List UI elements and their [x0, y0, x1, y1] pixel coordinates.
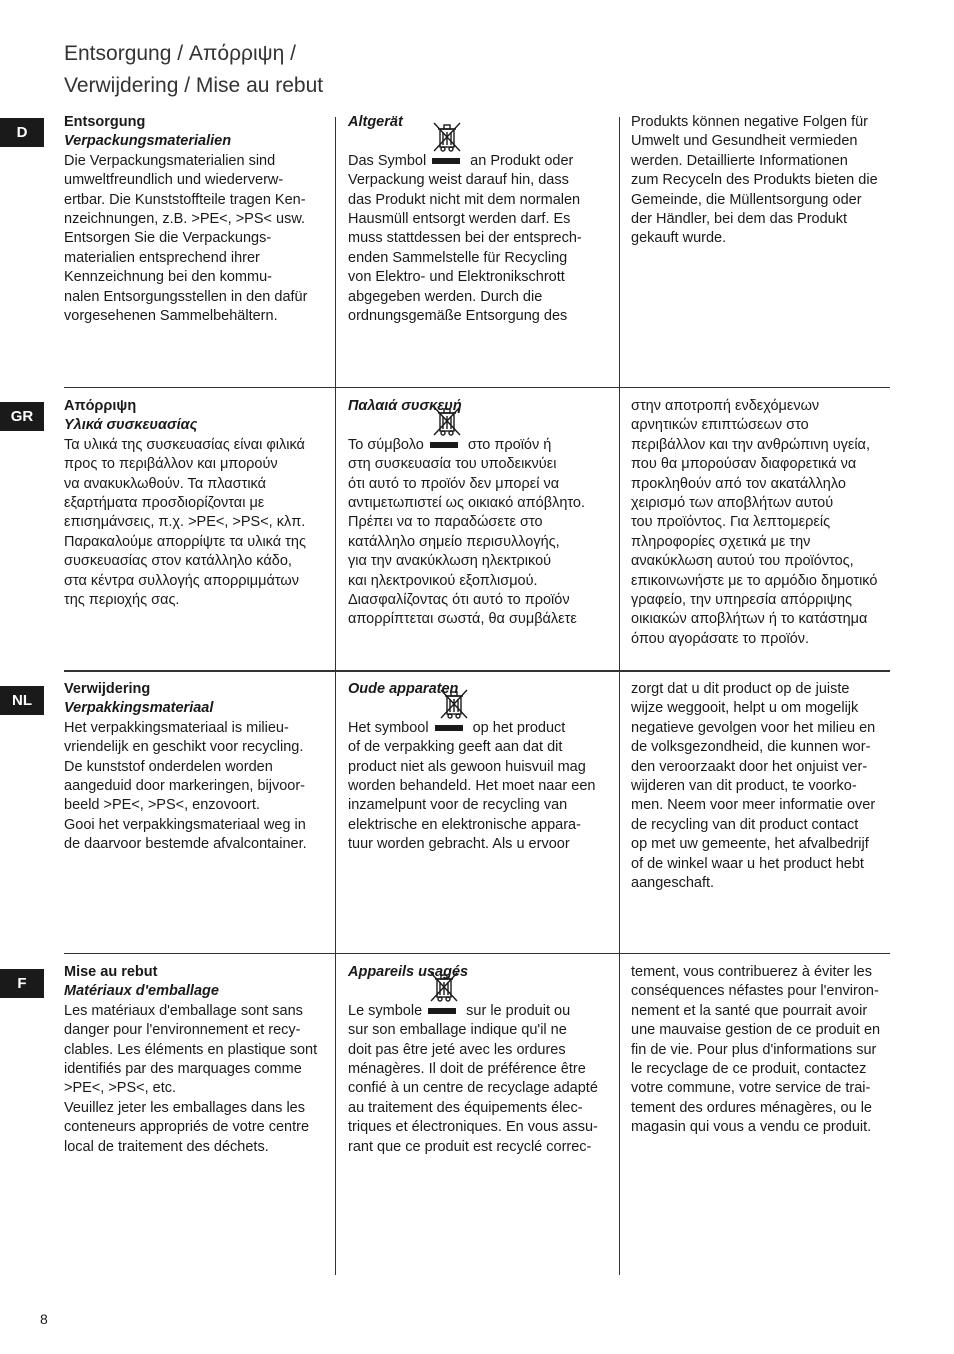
- text-line: Gooi het verpakkingsmateriaal weg in: [64, 816, 306, 833]
- crossed-bin-icon: [430, 404, 464, 438]
- text-line: πληροφορίες σχετικά με την: [631, 533, 811, 550]
- text-line: identifiés par des marquages comme: [64, 1061, 302, 1078]
- text-line: του προϊόντος. Για λεπτομερείς: [631, 514, 831, 531]
- page-title-line1: Entsorgung / Απόρριψη /: [64, 42, 296, 65]
- text-line: να ανακυκλωθούν. Τα πλαστικά: [64, 475, 267, 492]
- text-line: γραφείο, την υπηρεσία απόρριψης: [631, 592, 853, 609]
- text-line: κατάλληλο σημείο περισυλλογής,: [348, 533, 560, 550]
- text-line: Veuillez jeter les emballages dans les: [64, 1099, 305, 1116]
- text-line: Hausmüll entsorgt werden darf. Es: [348, 211, 571, 228]
- text-line: στην αποτροπή ενδεχόμενων: [631, 398, 820, 414]
- column-heading: Παλαιά συσκευή: [348, 398, 462, 414]
- text-line: une mauvaise gestion de ce produit en: [631, 1022, 881, 1039]
- packaging-column: [64, 113, 307, 326]
- column-heading: Oude apparaten: [348, 681, 459, 697]
- text-line: όπου αγοράσατε το προϊόν.: [631, 630, 810, 647]
- text-line: προκληθούν από τον ακατάλληλο: [631, 475, 846, 492]
- text-line: απορρίπτεται σωστά, θα συμβάλετε: [348, 611, 577, 628]
- text-line: ανακύκλωση αυτού του προϊόντος,: [631, 553, 854, 570]
- text-line: Gemeinde, die Müllentsorgung oder: [631, 191, 862, 208]
- language-tag: D: [0, 118, 44, 147]
- section-divider: [64, 953, 890, 954]
- text-line: den veroorzaakt door het onjuist ver-: [631, 758, 868, 775]
- text-line: of de verpakking geeft aan dat dit: [348, 739, 563, 756]
- text-line: αντιμετωπιστεί ως οικιακό απόβλητο.: [348, 495, 586, 512]
- text-line: nement et la santé que pourrait avoir: [631, 1002, 868, 1019]
- section-subheading: Verpakkingsmateriaal: [64, 700, 214, 717]
- text-line: de daarvoor bestemde afvalcontainer.: [64, 836, 307, 853]
- text-line: muss stattdessen bei der entsprech-: [348, 230, 582, 247]
- text-line: Entsorgen Sie die Verpackungs-: [64, 230, 272, 247]
- recycling-info-column: [631, 397, 877, 649]
- packaging-column: [64, 963, 317, 1157]
- crossed-bin-icon: [427, 970, 461, 1004]
- text-line: στη συσκευασία του υποδεικνύει: [348, 456, 557, 473]
- text-line: danger pour l'environnement et recy-: [64, 1022, 301, 1039]
- column-divider-1: [335, 117, 336, 1275]
- text-line: Les matériaux d'emballage sont sans: [64, 1002, 303, 1019]
- text-line: zorgt dat u dit product op de juiste: [631, 681, 850, 697]
- text-line: Παρακαλούμε απορρίψτε τα υλικά της: [64, 533, 306, 550]
- text-line: Umwelt und Gesundheit vermieden: [631, 133, 858, 150]
- section-divider: [64, 670, 890, 672]
- text-line: au traitement des équipements élec-: [348, 1099, 583, 1116]
- text-line: Kennzeichnung bei den kommu-: [64, 269, 272, 286]
- text-line: der Händler, bei dem das Produkt: [631, 211, 848, 228]
- column-heading: Appareils usagés: [348, 964, 469, 980]
- text-line: ertbar. Die Kunststoffteile tragen Ken-: [64, 191, 306, 208]
- page-title-line2: Verwijdering / Mise au rebut: [64, 74, 324, 97]
- text-line: op met uw gemeente, het afvalbedrijf: [631, 836, 869, 853]
- text-line: Διασφαλίζοντας ότι αυτό το προϊόν: [348, 592, 570, 609]
- page-number: 8: [40, 1311, 48, 1327]
- recycling-info-column: [631, 963, 880, 1138]
- text-line: επικοινωνήστε με το αρμόδιο δημοτικό: [631, 572, 878, 589]
- text-line: materialien entsprechend ihrer: [64, 249, 260, 266]
- symbol-text-before: Το σύμβολο: [348, 436, 424, 453]
- section-heading: Entsorgung: [64, 114, 146, 130]
- section-subheading: Matériaux d'emballage: [64, 983, 219, 1000]
- text-line: aangeduid door markeringen, bijvoor-: [64, 778, 306, 795]
- section-subheading: Υλικά συσκευασίας: [64, 417, 198, 434]
- symbol-text-after: an Produkt oder: [470, 152, 574, 169]
- text-line: magasin qui vous a vendu ce produit.: [631, 1119, 872, 1136]
- text-line: συσκευασίας στον κατάλληλο κάδο,: [64, 553, 292, 570]
- text-line: εξαρτήματα προσδιορίζονται με: [64, 495, 265, 512]
- text-line: Het verpakkingsmateriaal is milieu-: [64, 719, 289, 736]
- text-line: worden behandeld. Het moet naar een: [348, 778, 596, 795]
- text-line: product niet als gewoon huisvuil mag: [348, 758, 586, 775]
- text-line: beeld >PE<, >PS<, enzovoort.: [64, 797, 260, 814]
- text-line: που θα μπορούσαν διαφορετικά να: [631, 456, 857, 473]
- symbol-text-after: op het product: [472, 719, 566, 736]
- symbol-text-after: στο προϊόν ή: [467, 436, 552, 453]
- text-line: fin de vie. Pour plus d'informations sur: [631, 1041, 877, 1058]
- text-line: clables. Les éléments en plastique sont: [64, 1041, 318, 1058]
- text-line: nzeichnungen, z.B. >PE<, >PS< usw.: [64, 211, 306, 228]
- text-line: das Produkt nicht mit dem normalen: [348, 191, 581, 208]
- bar-icon: [428, 1008, 456, 1014]
- text-line: abgegeben werden. Durch die: [348, 288, 543, 305]
- packaging-column: [64, 680, 307, 855]
- text-line: local de traitement des déchets.: [64, 1138, 269, 1155]
- symbol-text-before: Das Symbol: [348, 152, 427, 169]
- column-heading: Altgerät: [348, 114, 403, 130]
- text-line: ordnungsgemäße Entsorgung des: [348, 308, 568, 325]
- text-line: werden. Detaillierte Informationen: [631, 152, 848, 169]
- symbol-text-after: sur le produit ou: [466, 1002, 571, 1019]
- section-heading: Verwijdering: [64, 681, 151, 697]
- text-line: nalen Entsorgungsstellen in den dafür: [64, 288, 308, 305]
- text-line: Die Verpackungsmaterialien sind: [64, 152, 276, 169]
- text-line: Πρέπει να το παραδώσετε στο: [348, 514, 543, 531]
- text-line: inzamelpunt voor de recycling van: [348, 797, 568, 814]
- text-line: στα κέντρα συλλογής απορριμμάτων: [64, 572, 299, 589]
- text-line: triques et électroniques. En vous assu-: [348, 1119, 598, 1136]
- text-line: προς το περιβάλλον και μπορούν: [64, 456, 278, 473]
- text-line: de recycling van dit product contact: [631, 816, 859, 833]
- symbol-text-before: Het symbool: [348, 719, 429, 736]
- language-tag: F: [0, 969, 44, 998]
- text-line: rant que ce produit est recyclé correc-: [348, 1138, 592, 1155]
- text-line: confié à un centre de recyclage adapté: [348, 1080, 598, 1097]
- language-tag: GR: [0, 402, 44, 431]
- section-divider: [64, 387, 890, 388]
- text-line: sur son emballage indique qu'il ne: [348, 1022, 567, 1039]
- crossed-bin-icon: [430, 120, 464, 154]
- text-line: von Elektro- und Elektronikschrott: [348, 269, 565, 286]
- text-line: tement, vous contribuerez à éviter les: [631, 964, 872, 980]
- column-divider-2: [619, 117, 620, 1275]
- text-line: conséquences néfastes pour l'environ-: [631, 983, 879, 1000]
- text-line: enden Sammelstelle für Recycling: [348, 249, 568, 266]
- old-appliance-column: [348, 397, 585, 630]
- text-line: de volksgezondheid, die kunnen wor-: [631, 739, 871, 756]
- text-line: De kunststof onderdelen worden: [64, 758, 273, 775]
- crossed-bin-icon: [437, 687, 471, 721]
- text-line: ότι αυτό το προϊόν δεν μπορεί να: [348, 475, 560, 492]
- recycling-info-column: [631, 680, 875, 893]
- text-line: elektrische en elektronische appara-: [348, 816, 581, 833]
- text-line: Verpackung weist darauf hin, dass: [348, 172, 569, 189]
- old-appliance-column: [348, 113, 582, 326]
- text-line: vriendelijk en geschikt voor recycling.: [64, 739, 304, 756]
- text-line: ménagères. Il doit de préférence être: [348, 1061, 586, 1078]
- bar-icon: [432, 158, 460, 164]
- packaging-column: [64, 397, 306, 610]
- text-line: περιβάλλον και την ανθρώπινη υγεία,: [631, 436, 870, 453]
- text-line: men. Neem voor meer informatie over: [631, 797, 876, 814]
- text-line: le recyclage de ce produit, contactez: [631, 1061, 867, 1078]
- bar-icon: [435, 725, 463, 731]
- text-line: για την ανακύκλωση ηλεκτρικού: [348, 553, 552, 570]
- text-line: tuur worden gebracht. Als u ervoor: [348, 836, 570, 853]
- text-line: >PE<, >PS<, etc.: [64, 1080, 177, 1097]
- section-heading: Mise au rebut: [64, 964, 158, 980]
- text-line: doit pas être jeté avec les ordures: [348, 1041, 566, 1058]
- text-line: gekauft wurde.: [631, 230, 727, 247]
- text-line: wijderen van dit product, te voorko-: [631, 778, 857, 795]
- text-line: vorgesehenen Sammelbehältern.: [64, 308, 278, 325]
- text-line: votre commune, votre service de trai-: [631, 1080, 871, 1097]
- old-appliance-column: [348, 680, 595, 855]
- text-line: και ηλεκτρονικού εξοπλισμού.: [348, 572, 538, 589]
- text-line: conteneurs appropriés de votre centre: [64, 1119, 310, 1136]
- text-line: negatieve gevolgen voor het milieu en: [631, 719, 876, 736]
- text-line: wijze weggooit, helpt u om mogelijk: [631, 700, 859, 717]
- symbol-text-before: Le symbole: [348, 1002, 423, 1019]
- text-line: Produkts können negative Folgen für: [631, 114, 868, 130]
- text-line: tement des ordures ménagères, ou le: [631, 1099, 872, 1116]
- text-line: οικιακών αποβλήτων ή το κατάστημα: [631, 611, 868, 628]
- old-appliance-column: [348, 963, 598, 1157]
- text-line: επισημάνσεις, π.χ. >PE<, >PS<, κλπ.: [64, 514, 306, 531]
- text-line: aangeschaft.: [631, 875, 715, 892]
- text-line: of de winkel waar u het product hebt: [631, 855, 864, 872]
- text-line: αρνητικών επιπτώσεων στο: [631, 417, 809, 434]
- language-tag: NL: [0, 686, 44, 715]
- bar-icon: [430, 442, 458, 448]
- section-heading: Απόρριψη: [64, 398, 137, 414]
- text-line: χειρισμό των αποβλήτων αυτού: [631, 495, 834, 512]
- text-line: umweltfreundlich und wiederverw-: [64, 172, 284, 189]
- text-line: της περιοχής σας.: [64, 592, 180, 609]
- section-subheading: Verpackungsmaterialien: [64, 133, 232, 150]
- text-line: zum Recyceln des Produkts bieten die: [631, 172, 878, 189]
- text-line: Τα υλικά της συσκευασίας είναι φιλικά: [64, 436, 305, 453]
- recycling-info-column: [631, 113, 878, 249]
